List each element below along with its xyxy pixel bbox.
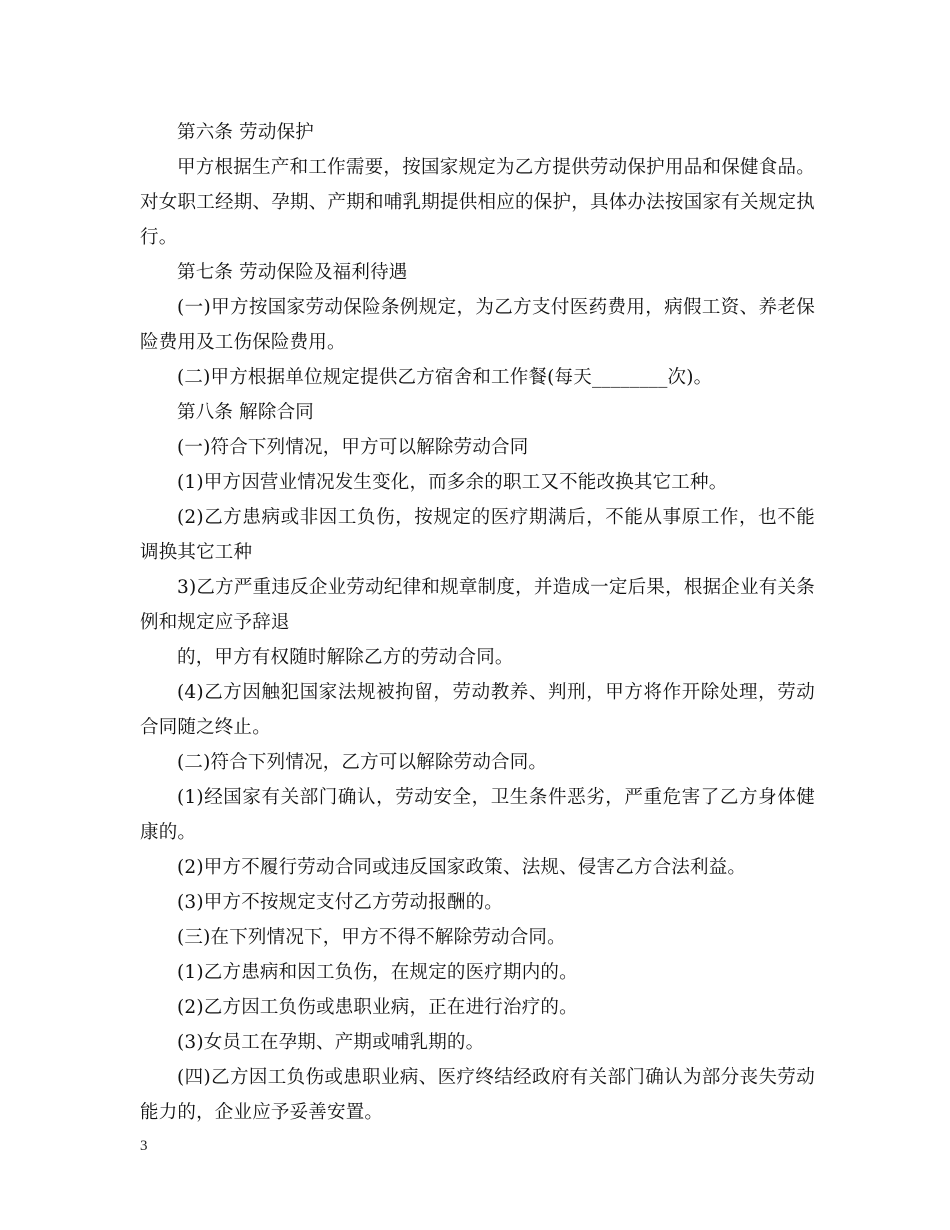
list-item-no-termination-1: (1)乙方患病和因工负伤，在规定的医疗期内的。 <box>177 962 578 983</box>
paragraph-insurance-2: (二)甲方根据单位规定提供乙方宿舍和工作餐(每天________次)。 <box>177 367 713 388</box>
section-heading-6: 第六条 劳动保护 <box>177 122 314 143</box>
list-item-no-termination-2: (2)乙方因工负伤或患职业病，正在进行治疗的。 <box>177 997 578 1018</box>
list-item-employee-3: (3)甲方不按规定支付乙方劳动报酬的。 <box>177 892 504 913</box>
paragraph-labor-protection: 甲方根据生产和工作需要，按国家规定为乙方提供劳动保护用品和保健食品。对女职工经期、孕期、产期和哺乳期提供相应的保护，具体办法按国家有关规定执行。 <box>140 157 815 248</box>
paragraph-termination-employee: (二)符合下列情况，乙方可以解除劳动合同。 <box>177 752 548 773</box>
list-item-employer-4: (4)乙方因触犯国家法规被拘留，劳动教养、判刑，甲方将作开除处理，劳动合同随之终止。 <box>140 682 815 738</box>
paragraph-insurance-1: (一)甲方按国家劳动保险条例规定，为乙方支付医药费用，病假工资、养老保险费用及工伤保险费用。 <box>140 297 815 353</box>
document-body <box>140 115 815 1130</box>
section-heading-8: 第八条 解除合同 <box>177 402 314 423</box>
list-item-no-termination-3: (3)女员工在孕期、产期或哺乳期的。 <box>177 1032 485 1053</box>
list-item-employer-3-continued: 的，甲方有权随时解除乙方的劳动合同。 <box>177 647 514 668</box>
list-item-employer-1: (1)甲方因营业情况发生变化，而多余的职工又不能改换其它工种。 <box>177 472 728 493</box>
list-item-employee-1: (1)经国家有关部门确认，劳动安全，卫生条件恶劣，严重危害了乙方身体健康的。 <box>140 787 815 843</box>
page-number: 3 <box>140 1138 148 1154</box>
list-item-employer-2: (2)乙方患病或非因工负伤，按规定的医疗期满后，不能从事原工作，也不能调换其它工种 <box>140 507 815 563</box>
list-item-employer-3: 3)乙方严重违反企业劳动纪律和规章制度，并造成一定后果，根据企业有关条例和规定应予辞退 <box>140 577 815 633</box>
list-item-employee-2: (2)甲方不履行劳动合同或违反国家政策、法规、侵害乙方合法利益。 <box>177 857 747 878</box>
paragraph-work-injury: (四)乙方因工负伤或患职业病、医疗终结经政府有关部门确认为部分丧失劳动能力的，企业应予妥善安置。 <box>140 1067 815 1123</box>
paragraph-no-termination: (三)在下列情况下，甲方不得不解除劳动合同。 <box>177 927 566 948</box>
section-heading-7: 第七条 劳动保险及福利待遇 <box>177 262 408 283</box>
paragraph-termination-employer: (一)符合下列情况，甲方可以解除劳动合同 <box>177 437 529 458</box>
